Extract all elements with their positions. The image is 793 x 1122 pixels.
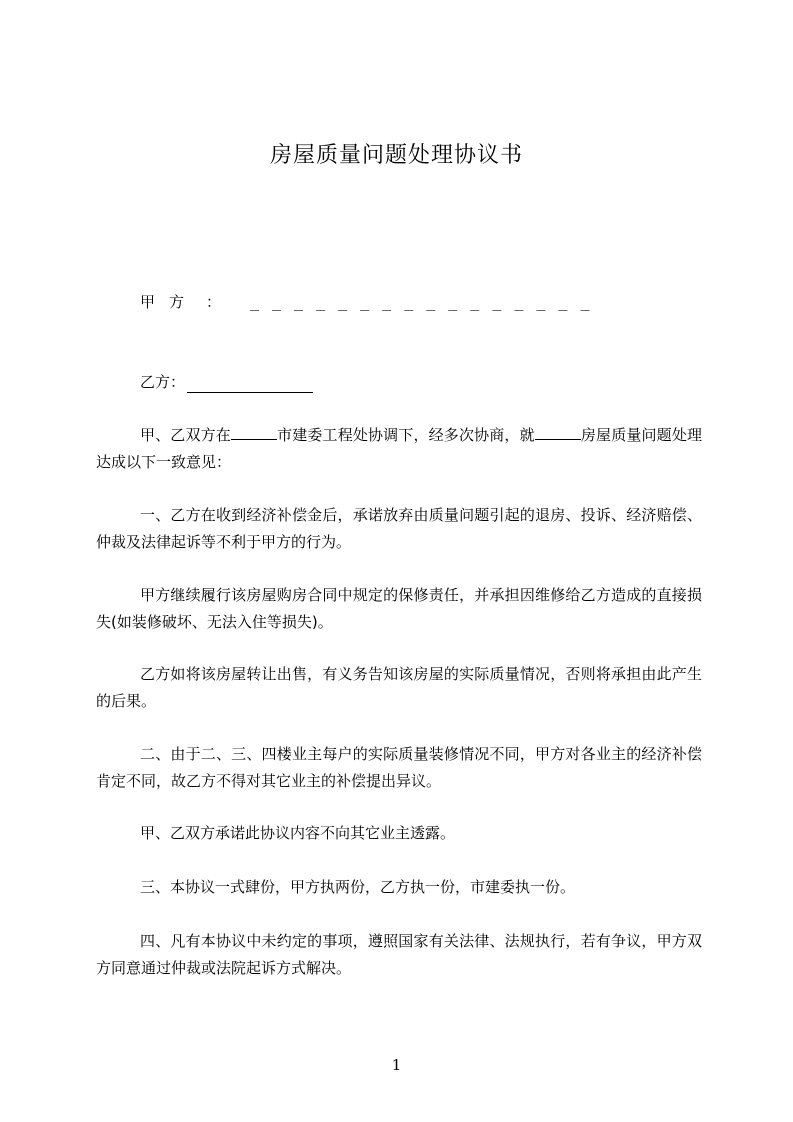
intro-part2: 市建委工程处协调下，经多次协商，就 bbox=[276, 426, 535, 444]
party-a-blank: ________________ bbox=[250, 293, 603, 311]
city-blank bbox=[231, 425, 277, 440]
intro-part3: 房屋质量问题处理达成以下一致意见： bbox=[96, 426, 702, 471]
party-b-label: 乙方： bbox=[140, 373, 186, 391]
document-title: 房屋质量问题处理协议书 bbox=[269, 143, 523, 168]
clause-1: 一、乙方在收到经济补偿金后，承诺放弃由质量问题引起的退房、投诉、经济赔偿、仲裁及法律起诉等不利于甲方的行为。 bbox=[96, 506, 702, 551]
party-b-line bbox=[140, 371, 313, 393]
clause-1-c: 乙方如将该房屋转让出售，有义务告知该房屋的实际质量情况，否则将承担由此产生的后果。 bbox=[96, 665, 702, 710]
intro-part1: 甲、乙双方在 bbox=[140, 426, 231, 444]
house-blank bbox=[535, 425, 581, 440]
party-a-line bbox=[140, 291, 705, 313]
clause-3: 三、本协议一式肆份，甲方执两份，乙方执一份，市建委执一份。 bbox=[140, 878, 576, 896]
page-number: 1 bbox=[391, 1056, 402, 1074]
party-a-colon: ： bbox=[206, 293, 222, 311]
party-a-label: 甲方 bbox=[140, 293, 199, 311]
clause-2: 二、由于二、三、四楼业主每户的实际质量装修情况不同，甲方对各业主的经济补偿肯定不同，故乙方不得对其它业主的补偿提出异议。 bbox=[96, 745, 702, 790]
clause-2-b: 甲、乙双方承诺此协议内容不向其它业主透露。 bbox=[140, 824, 456, 842]
clause-4: 四、凡有本协议中未约定的事项，遵照国家有关法律、法规执行，若有争议，甲方双方同意通过仲裁或法院起诉方式解决。 bbox=[96, 932, 702, 977]
intro-paragraph bbox=[96, 422, 702, 476]
party-b-blank bbox=[187, 376, 313, 393]
clause-1-b: 甲方继续履行该房屋购房合同中规定的保修责任，并承担因维修给乙方造成的直接损失(如装修破坏、无法入住等损失)。 bbox=[96, 586, 702, 631]
